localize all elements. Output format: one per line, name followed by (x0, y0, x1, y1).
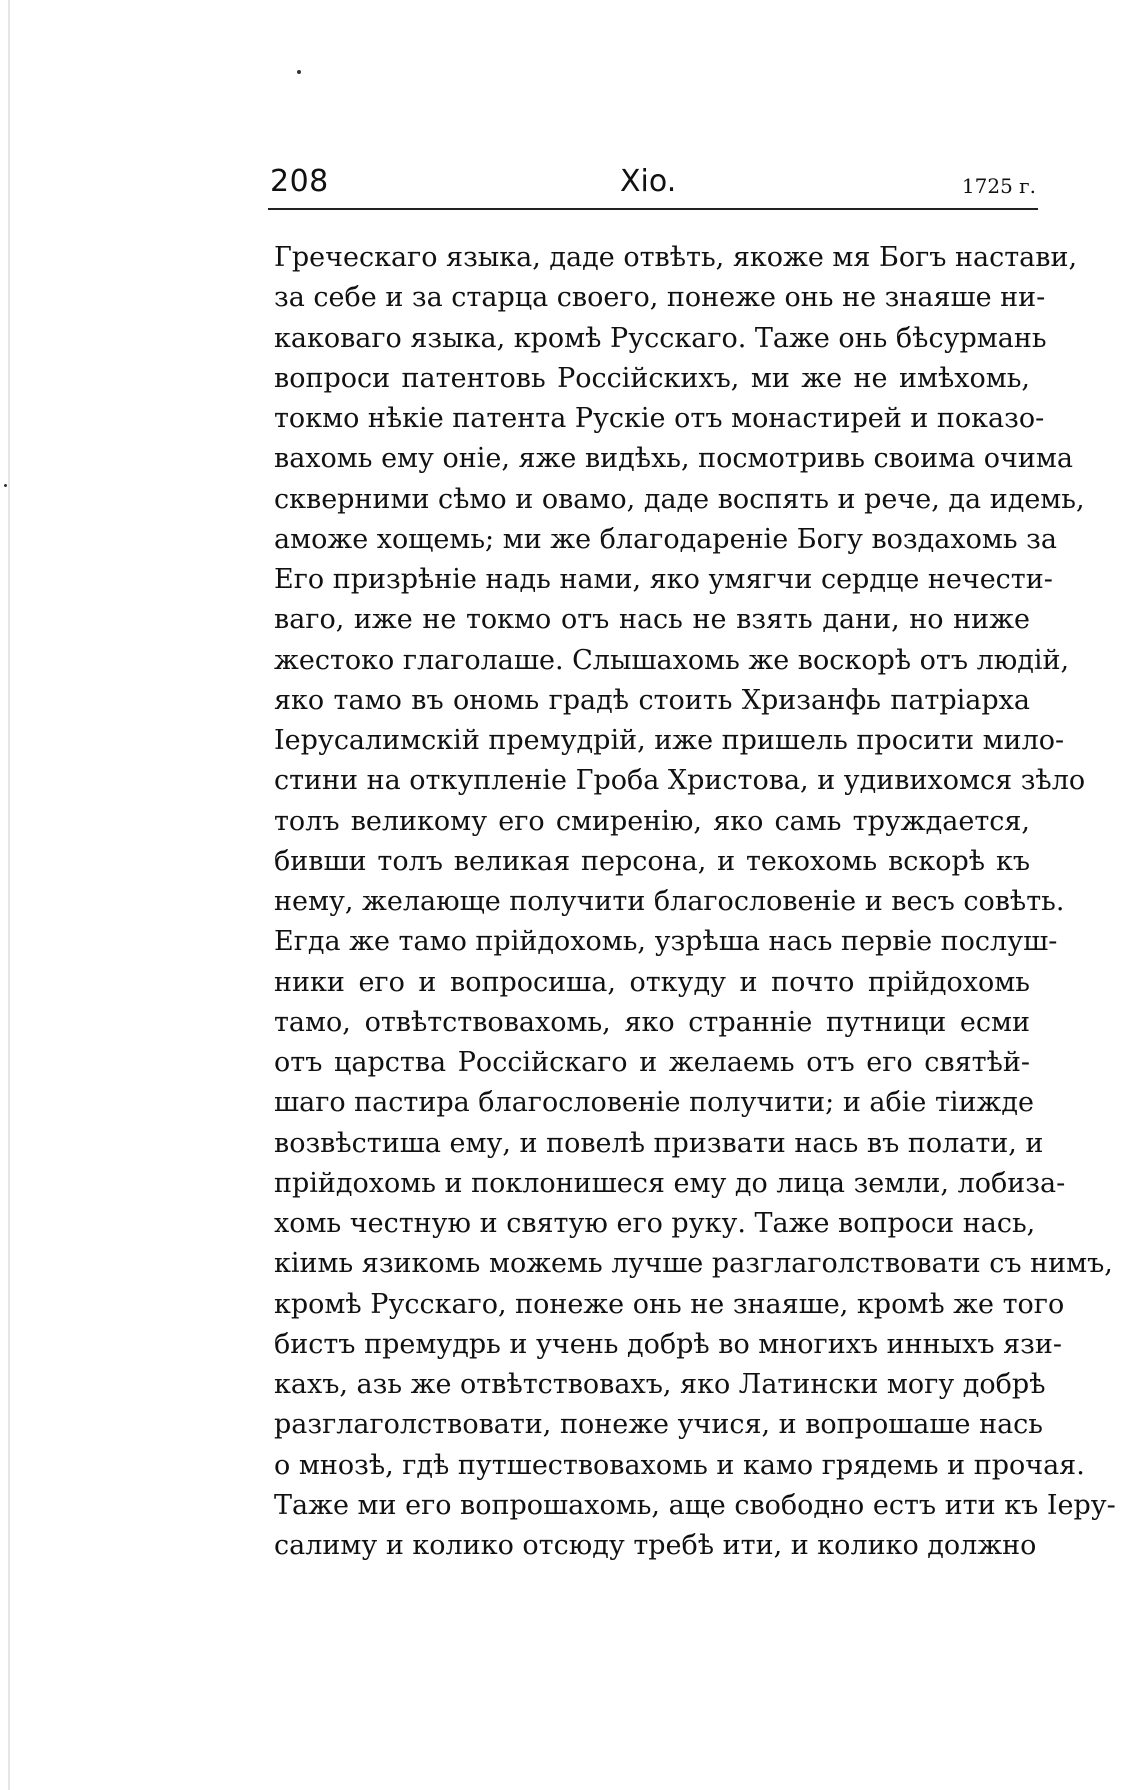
running-title: Xio. (620, 164, 677, 199)
text-line: каковаго языка, кромѣ Русскаго. Таже онь бѣсурмань (274, 322, 1047, 354)
text-line: токмо нѣкіе патента Рускіе отъ монастирей и показо- (274, 403, 1045, 434)
text-line: ники его и вопросиша, откуду и почто прійдохомь (274, 966, 1030, 998)
text-line: салиму и колико отсюду требѣ ити, и колико должно (274, 1530, 1037, 1561)
text-line: яко тамо въ ономь градѣ стоить Хризанфь патріарха (274, 684, 1030, 716)
text-line: разглаголствовати, понеже учися, и вопрошаше нась (274, 1409, 1043, 1441)
text-line: шаго пастира благословеніе получити; и абіе тіижде (274, 1087, 1034, 1119)
text-line: кахъ, азь же отвѣтствовахъ, яко Латински могу добрѣ (274, 1369, 1046, 1400)
text-line: возвѣстиша ему, и повелѣ призвати нась въ полати, и (274, 1127, 1044, 1159)
text-line: вахомь ему оніе, яже видѣхь, посмотривь своима очима (274, 443, 1073, 475)
text-line: о мнозѣ, гдѣ путшествовахомь и камо грядемь и прочая. (274, 1449, 1085, 1481)
text-line: вопроси патентовь Россійскихъ, ми же не имѣхомь, (274, 362, 1030, 394)
text-line: бистъ премудрь и учень добрѣ во многихъ инныхъ язи- (274, 1328, 1063, 1360)
text-line: аможе хощемь; ми же благодареніе Богу воздахомь за (274, 523, 1057, 555)
header-rule (268, 208, 1038, 210)
text-line: Его призрѣніе надь нами, яко умягчи сердце нечести- (274, 564, 1053, 595)
text-line: жестоко глаголаше. Слышахомь же воскорѣ отъ людій, (274, 644, 1070, 676)
body-text (274, 238, 1116, 1566)
text-line: хомь честную и святую его руку. Таже вопроси нась, (274, 1208, 1036, 1239)
page-edge (8, 0, 10, 1790)
text-line: скверними сѣмо и овамо, даде воспять и рече, да идемь, (274, 483, 1085, 515)
text-line: нему, желающе получити благословеніе и весъ совѣть. (274, 886, 1065, 917)
text-line: кіимь язикомь можемь лучше разглаголствовати съ нимъ, (274, 1248, 1113, 1280)
text-line: Греческаго языка, даде отвѣть, якоже мя Богъ настави, (274, 242, 1078, 273)
ink-speck (4, 484, 7, 487)
text-line: бивши толъ великая персона, и текохомь вскорѣ къ (274, 845, 1030, 877)
text-line: Таже ми его вопрошахомь, аще свободно естъ ити къ Іеру- (274, 1489, 1116, 1521)
header-year: 1725 г. (961, 174, 1036, 198)
text-line: кромѣ Русскаго, понеже онь не знаяше, кромѣ же того (274, 1288, 1065, 1320)
text-line: Іерусалимскій премудрій, иже пришель просити мило- (274, 725, 1065, 756)
text-line: тамо, отвѣтствовахомь, яко странніе путници есми (274, 1006, 1030, 1038)
text-line: Егда же тамо прійдохомь, узрѣша нась первіе послуш- (274, 926, 1058, 958)
text-line: отъ царства Россійскаго и желаемь отъ его святѣй- (274, 1047, 1030, 1078)
page-number: 208 (270, 164, 329, 199)
text-line: толъ великому его смиренію, яко самь труждается, (274, 805, 1030, 837)
ink-speck (297, 70, 301, 74)
text-line: ваго, иже не токмо отъ нась не взять дани, но ниже (274, 604, 1030, 636)
text-line: стини на откупленіе Гроба Христова, и удивихомся зѣло (274, 765, 1086, 797)
text-line: за себе и за старца своего, понеже онь не знаяше ни- (274, 282, 1046, 314)
text-line: прійдохомь и поклонишеся ему до лица земли, лобиза- (274, 1167, 1066, 1199)
running-header (268, 160, 1038, 210)
